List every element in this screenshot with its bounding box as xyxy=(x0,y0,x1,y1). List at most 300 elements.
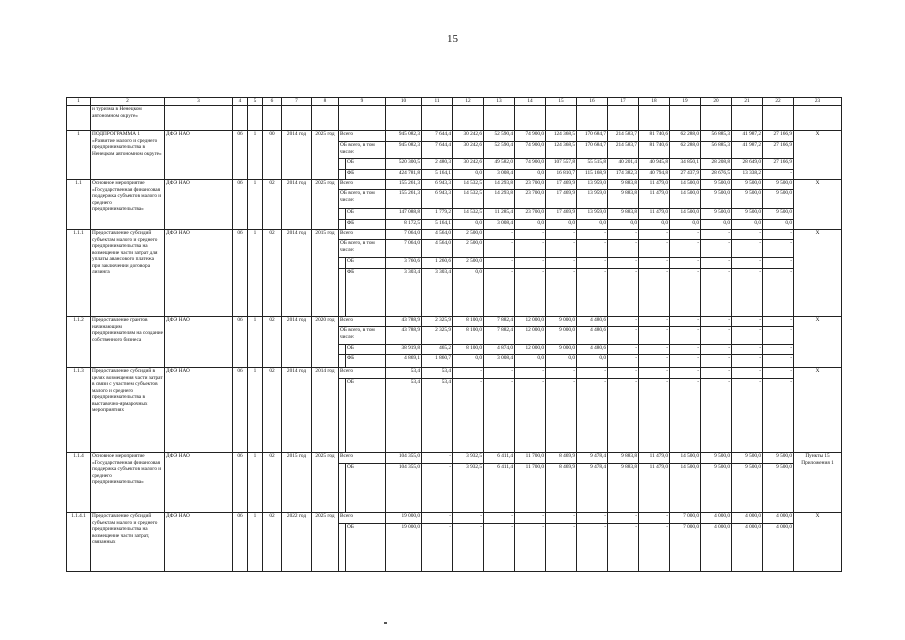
value-cell xyxy=(453,106,484,131)
value-cell: 8 100,0 xyxy=(453,317,484,327)
reference-cell: Х xyxy=(794,180,842,230)
value-cell: 30 242,6 xyxy=(453,142,484,159)
value-cell: 9 883,8 xyxy=(608,464,639,513)
value-cell: 8 100,0 xyxy=(453,327,484,345)
value-cell: 43 788,9 xyxy=(386,327,422,345)
value-cell: 9 478,4 xyxy=(577,453,608,464)
value-cell: - xyxy=(515,240,546,258)
row-number-cell: 1.1.4 xyxy=(67,453,91,513)
value-cell: - xyxy=(546,258,577,269)
table-row xyxy=(67,368,842,379)
value-cell: - xyxy=(701,368,732,379)
value-cell: 14 532,5 xyxy=(453,190,484,209)
code-grbs-cell: 06 xyxy=(233,180,248,230)
header-cell: 5 xyxy=(248,98,263,106)
header-cell: 7 xyxy=(282,98,312,106)
value-cell: 4 000,0 xyxy=(701,513,732,524)
start-year-cell: 2022 год xyxy=(282,513,312,572)
funding-source-label: Всего xyxy=(339,368,386,379)
header-cell: 8 xyxy=(312,98,339,106)
value-cell: 74 900,0 xyxy=(515,142,546,159)
start-year-cell: 2014 год xyxy=(282,131,312,180)
funding-source-label: ОБ xyxy=(346,209,386,220)
row-name-cell: Основное мероприятие «Государственная финансовая поддержка субъектов малого и среднего предпринимательства» xyxy=(91,180,165,230)
value-cell: 40 201,4 xyxy=(608,159,639,170)
value-cell: 23 700,0 xyxy=(515,190,546,209)
end-year-cell: 2020 год xyxy=(312,317,339,368)
value-cell: - xyxy=(515,230,546,240)
value-cell: 147 088,8 xyxy=(386,209,422,220)
source-indent-cell xyxy=(339,258,346,269)
value-cell: 4 564,0 xyxy=(422,240,453,258)
value-cell: 6 943,3 xyxy=(422,190,453,209)
reference-cell: Х xyxy=(794,230,842,317)
value-cell: 0,0 xyxy=(453,355,484,368)
value-cell: 9 883,8 xyxy=(608,190,639,209)
value-cell: 9 000,0 xyxy=(546,345,577,355)
header-cell: 22 xyxy=(763,98,794,106)
value-cell: - xyxy=(639,379,670,453)
value-cell: - xyxy=(639,240,670,258)
row-name-cell: и туризма в Ненецком автономном округе» xyxy=(91,106,165,131)
value-cell: 0,0 xyxy=(546,355,577,368)
responsible-cell: ДФЭ НАО xyxy=(165,513,233,572)
funding-source-label: ФБ xyxy=(346,269,386,317)
source-indent-cell xyxy=(339,209,346,220)
value-cell: 1 260,6 xyxy=(422,258,453,269)
header-cell: 19 xyxy=(670,98,701,106)
value-cell xyxy=(577,106,608,131)
value-cell: 3 008,4 xyxy=(484,170,515,180)
end-year-cell xyxy=(312,106,339,131)
code-event-cell: 02 xyxy=(263,368,282,453)
value-cell: - xyxy=(484,513,515,524)
value-cell: 74 900,0 xyxy=(515,131,546,142)
header-cell: 23 xyxy=(794,98,842,106)
end-year-cell: 2025 год xyxy=(312,131,339,180)
value-cell: 1 860,7 xyxy=(422,355,453,368)
code-grbs-cell xyxy=(233,106,248,131)
funding-source-label: ФБ xyxy=(346,170,386,180)
value-cell: 424 781,8 xyxy=(386,170,422,180)
value-cell: - xyxy=(577,240,608,258)
value-cell: - xyxy=(732,379,763,453)
value-cell: 4 869,1 xyxy=(386,355,422,368)
value-cell: - xyxy=(670,368,701,379)
value-cell: 0,0 xyxy=(515,220,546,230)
funding-source-label: ОБ всего, в том числе: xyxy=(339,327,386,345)
value-cell: 0,0 xyxy=(453,269,484,317)
value-cell: - xyxy=(546,240,577,258)
value-cell: 11 700,0 xyxy=(515,453,546,464)
value-cell: - xyxy=(484,269,515,317)
funding-source-label: Всего xyxy=(339,513,386,524)
value-cell: 55 515,8 xyxy=(577,159,608,170)
value-cell: 17 469,9 xyxy=(546,209,577,220)
header-cell: 15 xyxy=(546,98,577,106)
source-indent-cell xyxy=(339,159,346,170)
funding-source-label: Всего xyxy=(339,317,386,327)
value-cell: - xyxy=(670,379,701,453)
start-year-cell: 2014 год xyxy=(282,180,312,230)
funding-source-label: ФБ xyxy=(346,220,386,230)
value-cell: - xyxy=(608,368,639,379)
funding-source-label: ОБ xyxy=(346,524,386,572)
value-cell: 9 500,0 xyxy=(763,209,794,220)
value-cell: 43 788,9 xyxy=(386,317,422,327)
value-cell: - xyxy=(608,258,639,269)
value-cell: 12 000,0 xyxy=(515,345,546,355)
value-cell: 14 500,0 xyxy=(670,464,701,513)
value-cell: - xyxy=(484,379,515,453)
value-cell: - xyxy=(763,345,794,355)
code-grbs-cell: 06 xyxy=(233,513,248,572)
value-cell: 6 411,4 xyxy=(484,464,515,513)
value-cell: 17 469,9 xyxy=(546,180,577,190)
value-cell: 8 100,0 xyxy=(453,345,484,355)
value-cell: 40 794,8 xyxy=(639,170,670,180)
value-cell: - xyxy=(577,524,608,572)
value-cell: 27 437,9 xyxy=(670,170,701,180)
value-cell: 124 368,5 xyxy=(546,131,577,142)
value-cell: 4 000,0 xyxy=(763,524,794,572)
value-cell: 0,0 xyxy=(763,220,794,230)
value-cell: 7 064,0 xyxy=(386,240,422,258)
value-cell: - xyxy=(546,524,577,572)
value-cell: - xyxy=(763,379,794,453)
value-cell: 3 008,4 xyxy=(484,220,515,230)
header-cell: 13 xyxy=(484,98,515,106)
reference-cell: Пункты 15 Приложения 1 xyxy=(794,453,842,513)
row-number-cell: 1.1.4.1 xyxy=(67,513,91,572)
value-cell xyxy=(639,106,670,131)
value-cell: - xyxy=(639,368,670,379)
value-cell: - xyxy=(453,524,484,572)
value-cell: 214 583,7 xyxy=(608,142,639,159)
value-cell: - xyxy=(670,269,701,317)
value-cell: - xyxy=(608,355,639,368)
value-cell: - xyxy=(484,368,515,379)
value-cell: - xyxy=(577,368,608,379)
value-cell: - xyxy=(577,258,608,269)
responsible-cell: ДФЭ НАО xyxy=(165,453,233,513)
header-cell: 17 xyxy=(608,98,639,106)
end-year-cell: 2025 год xyxy=(312,180,339,230)
value-cell: 14 293,8 xyxy=(484,190,515,209)
value-cell: 9 500,0 xyxy=(732,453,763,464)
table-row xyxy=(67,180,842,190)
code-program-cell: 1 xyxy=(248,453,263,513)
code-grbs-cell: 06 xyxy=(233,317,248,368)
funding-source-label: ФБ xyxy=(346,355,386,368)
page-number: 15 xyxy=(447,33,458,45)
value-cell: 30 242,6 xyxy=(453,159,484,170)
code-event-cell: 02 xyxy=(263,230,282,317)
value-cell: 520 300,5 xyxy=(386,159,422,170)
value-cell: 53,4 xyxy=(386,368,422,379)
value-cell: 27 166,9 xyxy=(763,142,794,159)
code-event-cell: 02 xyxy=(263,513,282,572)
value-cell: - xyxy=(484,524,515,572)
value-cell: - xyxy=(608,524,639,572)
value-cell xyxy=(670,106,701,131)
value-cell: 945 082,3 xyxy=(386,142,422,159)
value-cell: 7 882,4 xyxy=(484,327,515,345)
header-cell: 16 xyxy=(577,98,608,106)
value-cell: 2 325,9 xyxy=(422,327,453,345)
responsible-cell: ДФЭ НАО xyxy=(165,317,233,368)
funding-source-label: ОБ всего, в том числе: xyxy=(339,240,386,258)
value-cell: 14 500,0 xyxy=(670,209,701,220)
value-cell: - xyxy=(608,230,639,240)
row-number-cell: 1.1.2 xyxy=(67,317,91,368)
code-grbs-cell: 06 xyxy=(233,230,248,317)
value-cell: 11 700,0 xyxy=(515,464,546,513)
value-cell: - xyxy=(546,379,577,453)
value-cell: - xyxy=(546,513,577,524)
value-cell: - xyxy=(763,317,794,327)
value-cell: - xyxy=(453,513,484,524)
value-cell: 3 760,6 xyxy=(386,258,422,269)
row-number-cell: 1.1.1 xyxy=(67,230,91,317)
value-cell: - xyxy=(732,355,763,368)
funding-source-label: ОБ всего, в том числе: xyxy=(339,142,386,159)
value-cell: 4 480,6 xyxy=(577,317,608,327)
code-grbs-cell: 06 xyxy=(233,131,248,180)
value-cell xyxy=(763,106,794,131)
header-cell: 6 xyxy=(263,98,282,106)
end-year-cell: 2025 год xyxy=(312,453,339,513)
value-cell: - xyxy=(422,524,453,572)
value-cell: - xyxy=(639,524,670,572)
value-cell: 53,4 xyxy=(422,379,453,453)
value-cell: 0,0 xyxy=(701,220,732,230)
value-cell: 52 590,4 xyxy=(484,142,515,159)
value-cell: - xyxy=(515,379,546,453)
row-number-cell: 1.1.3 xyxy=(67,368,91,453)
value-cell: 0,0 xyxy=(453,170,484,180)
value-cell: 14 500,0 xyxy=(670,190,701,209)
value-cell: - xyxy=(763,355,794,368)
code-program-cell: 1 xyxy=(248,317,263,368)
value-cell: 11 285,4 xyxy=(484,209,515,220)
code-event-cell xyxy=(263,106,282,131)
funding-source-label xyxy=(339,106,386,131)
value-cell: - xyxy=(639,269,670,317)
value-cell: 7 000,0 xyxy=(670,524,701,572)
table-row xyxy=(67,513,842,524)
value-cell: 56 885,3 xyxy=(701,131,732,142)
value-cell: - xyxy=(732,230,763,240)
row-name-cell: Предоставление субсидий субъектам малого и среднего предпринимательства на возмещение части затрат, связанных xyxy=(91,513,165,572)
start-year-cell xyxy=(282,106,312,131)
source-indent-cell xyxy=(339,379,346,453)
value-cell: - xyxy=(608,240,639,258)
funding-source-label: ОБ всего, в том числе: xyxy=(339,190,386,209)
source-indent-cell xyxy=(339,355,346,368)
header-cell: 11 xyxy=(422,98,453,106)
value-cell: 34 850,1 xyxy=(670,159,701,170)
value-cell: - xyxy=(639,327,670,345)
value-cell: 28 649,0 xyxy=(732,159,763,170)
reference-cell: Х xyxy=(794,317,842,368)
value-cell: 5 164,1 xyxy=(422,220,453,230)
value-cell: - xyxy=(732,240,763,258)
value-cell: 2 500,0 xyxy=(453,258,484,269)
value-cell: - xyxy=(577,379,608,453)
value-cell: 13 959,0 xyxy=(577,209,608,220)
value-cell: - xyxy=(608,269,639,317)
header-cell: 3 xyxy=(165,98,233,106)
footer-mark xyxy=(384,622,387,624)
value-cell: 1 779,2 xyxy=(422,209,453,220)
value-cell: 49 582,0 xyxy=(484,159,515,170)
value-cell: 17 469,9 xyxy=(546,190,577,209)
value-cell: 7 882,4 xyxy=(484,317,515,327)
value-cell: - xyxy=(732,258,763,269)
value-cell xyxy=(422,106,453,131)
code-program-cell: 1 xyxy=(248,131,263,180)
value-cell: 174 382,3 xyxy=(608,170,639,180)
row-name-cell: Предоставление грантов начинающим предпринимателям на создание собственного бизнеса xyxy=(91,317,165,368)
value-cell: 4 564,0 xyxy=(422,230,453,240)
value-cell: 27 166,9 xyxy=(763,131,794,142)
value-cell: 3 008,4 xyxy=(484,355,515,368)
header-cell: 10 xyxy=(386,98,422,106)
value-cell: 0,0 xyxy=(577,220,608,230)
value-cell: 465,2 xyxy=(422,345,453,355)
funding-source-label: ОБ xyxy=(346,159,386,170)
funding-source-label: Всего xyxy=(339,131,386,142)
value-cell: - xyxy=(515,513,546,524)
value-cell: - xyxy=(701,379,732,453)
value-cell: - xyxy=(546,230,577,240)
value-cell: 4 000,0 xyxy=(763,513,794,524)
value-cell: 9 883,8 xyxy=(608,180,639,190)
value-cell: 53,4 xyxy=(386,379,422,453)
value-cell: - xyxy=(763,170,794,180)
value-cell: 0,0 xyxy=(515,355,546,368)
value-cell: 107 557,8 xyxy=(546,159,577,170)
value-cell: 14 500,0 xyxy=(670,453,701,464)
table-row xyxy=(67,453,842,464)
value-cell: 0,0 xyxy=(577,355,608,368)
value-cell: 11 479,0 xyxy=(639,209,670,220)
budget-table xyxy=(66,97,842,572)
reference-cell xyxy=(794,106,842,131)
value-cell: - xyxy=(453,368,484,379)
table-row xyxy=(67,230,842,240)
value-cell: 9 000,0 xyxy=(546,327,577,345)
value-cell: - xyxy=(608,379,639,453)
table-row xyxy=(67,106,842,131)
value-cell: 155 261,3 xyxy=(386,180,422,190)
end-year-cell: 2015 год xyxy=(312,230,339,317)
code-program-cell: 1 xyxy=(248,368,263,453)
value-cell: 74 900,0 xyxy=(515,159,546,170)
value-cell: - xyxy=(670,258,701,269)
value-cell: - xyxy=(484,230,515,240)
value-cell: 53,4 xyxy=(422,368,453,379)
value-cell: 4 000,0 xyxy=(732,524,763,572)
header-cell: 18 xyxy=(639,98,670,106)
value-cell: 9 500,0 xyxy=(701,180,732,190)
value-cell: - xyxy=(515,524,546,572)
source-indent-cell xyxy=(339,220,346,230)
value-cell: - xyxy=(639,513,670,524)
value-cell: 0,0 xyxy=(732,220,763,230)
value-cell: 62 288,0 xyxy=(670,131,701,142)
value-cell: - xyxy=(577,269,608,317)
value-cell: 19 000,0 xyxy=(386,513,422,524)
value-cell xyxy=(608,106,639,131)
value-cell: 155 261,3 xyxy=(386,190,422,209)
value-cell: 9 478,4 xyxy=(577,464,608,513)
table-row xyxy=(67,317,842,327)
value-cell: - xyxy=(515,258,546,269)
value-cell: - xyxy=(701,317,732,327)
header-cell: 20 xyxy=(701,98,732,106)
value-cell: - xyxy=(608,317,639,327)
value-cell: 2 500,0 xyxy=(453,230,484,240)
value-cell: 27 166,9 xyxy=(763,159,794,170)
value-cell: 16 810,7 xyxy=(546,170,577,180)
value-cell: 40 945,8 xyxy=(639,159,670,170)
value-cell: - xyxy=(608,345,639,355)
value-cell: 12 000,0 xyxy=(515,327,546,345)
value-cell: 0,0 xyxy=(453,220,484,230)
value-cell: 38 919,8 xyxy=(386,345,422,355)
value-cell: - xyxy=(732,327,763,345)
value-cell: 2 500,0 xyxy=(453,240,484,258)
value-cell xyxy=(546,106,577,131)
value-cell: 11 479,0 xyxy=(639,180,670,190)
value-cell: - xyxy=(546,269,577,317)
value-cell: 19 000,0 xyxy=(386,524,422,572)
value-cell: 14 532,5 xyxy=(453,180,484,190)
value-cell: 0,0 xyxy=(546,220,577,230)
source-indent-cell xyxy=(339,464,346,513)
value-cell: 81 740,6 xyxy=(639,142,670,159)
row-name-cell: ПОДПРОГРАММА 1 «Развитие малого и среднего предпринимательства в Ненецком автономном округе» xyxy=(91,131,165,180)
code-event-cell: 02 xyxy=(263,317,282,368)
header-row xyxy=(67,98,842,106)
value-cell: 4 000,0 xyxy=(732,513,763,524)
value-cell: 9 500,0 xyxy=(732,190,763,209)
value-cell: 9 500,0 xyxy=(763,453,794,464)
value-cell: 104 355,0 xyxy=(386,453,422,464)
code-event-cell: 02 xyxy=(263,180,282,230)
value-cell: 23 700,0 xyxy=(515,209,546,220)
header-cell: 2 xyxy=(91,98,165,106)
value-cell: 4 480,6 xyxy=(577,327,608,345)
value-cell: - xyxy=(515,368,546,379)
value-cell: 0,0 xyxy=(608,220,639,230)
value-cell: 7 644,4 xyxy=(422,131,453,142)
value-cell: 7 064,0 xyxy=(386,230,422,240)
value-cell: - xyxy=(732,368,763,379)
value-cell: - xyxy=(639,355,670,368)
header-cell: 21 xyxy=(732,98,763,106)
value-cell: 81 740,6 xyxy=(639,131,670,142)
funding-source-label: ОБ xyxy=(346,379,386,453)
value-cell xyxy=(701,106,732,131)
value-cell: 0,0 xyxy=(670,220,701,230)
start-year-cell: 2014 год xyxy=(282,230,312,317)
value-cell: - xyxy=(484,258,515,269)
responsible-cell xyxy=(165,106,233,131)
header-cell: 1 xyxy=(67,98,91,106)
